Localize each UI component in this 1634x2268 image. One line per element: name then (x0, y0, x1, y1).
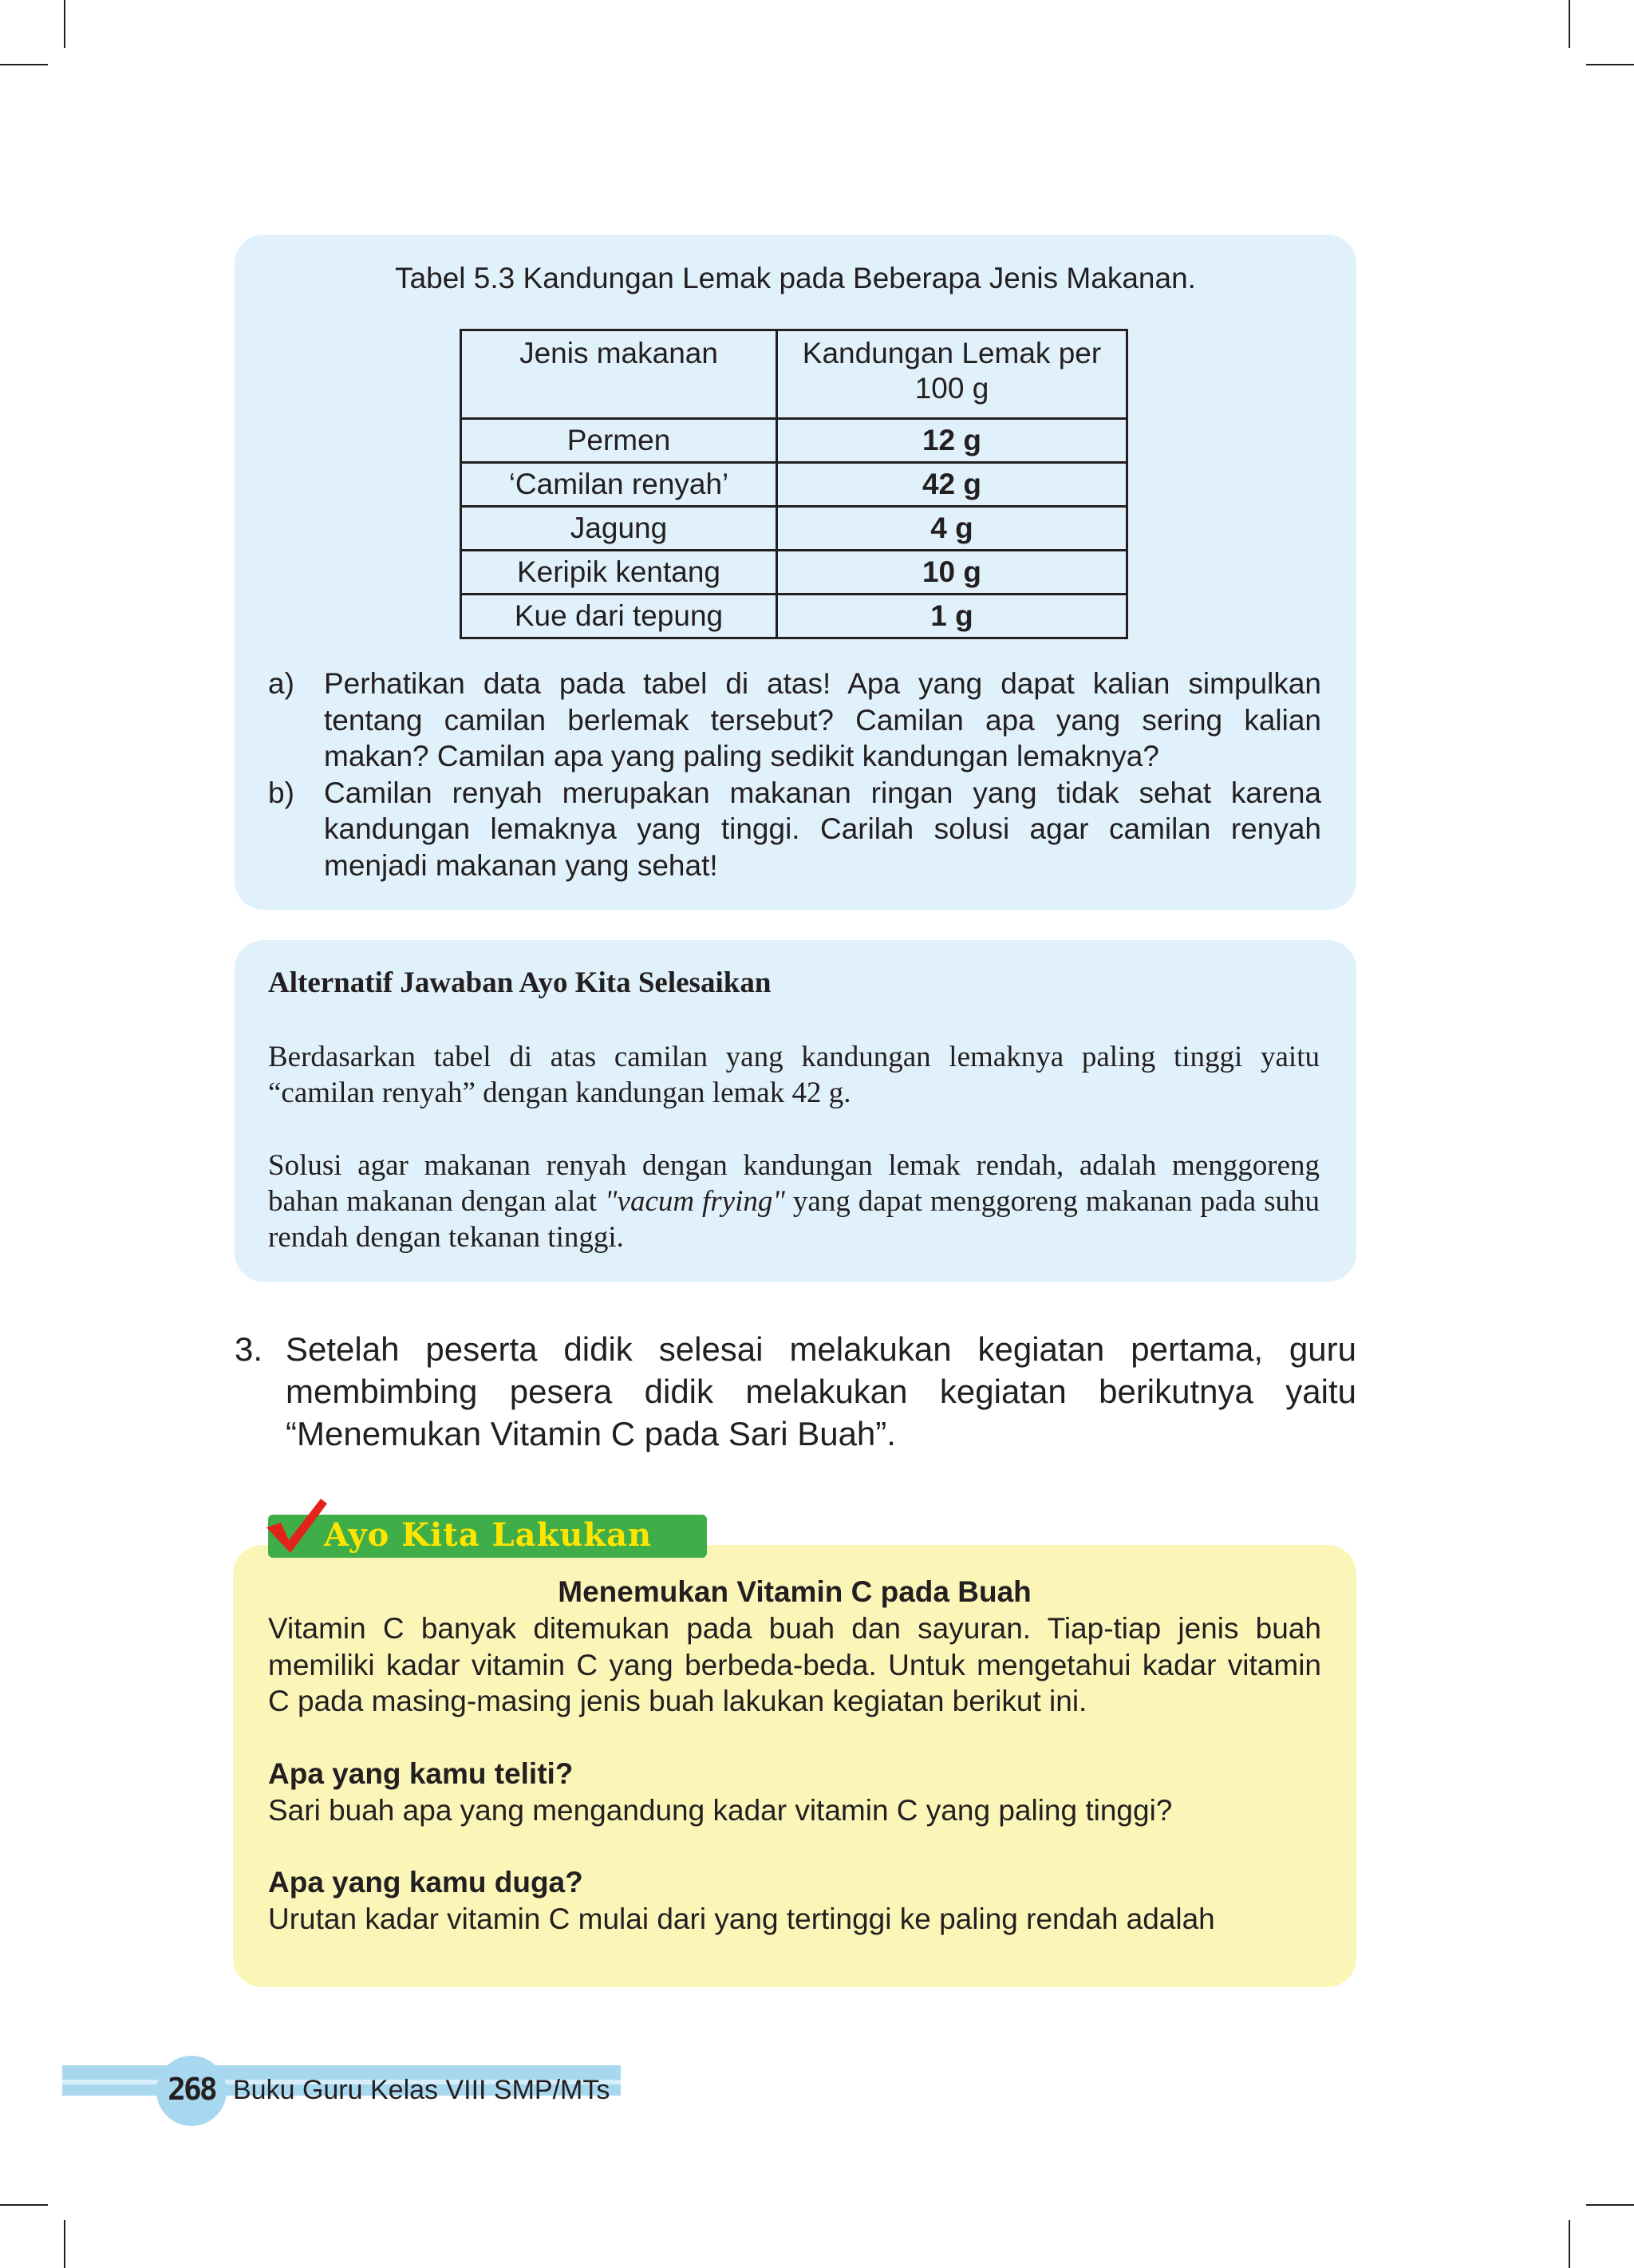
activity-badge-label: Ayo Kita Lakukan (324, 1516, 653, 1554)
answer-p2-term: "vacum frying" (604, 1185, 785, 1218)
table-row (461, 551, 1127, 595)
cell-fat: 10 g (777, 551, 1127, 595)
answer-p2-end: yang dapat menggoreng makanan pada suhu rendah dengan tekanan tinggi. (268, 1185, 1320, 1254)
answer-p2-start: Solusi agar makanan renyah dengan kandungan lemak rendah, adalah menggoreng bahan makanan dengan alat (268, 1149, 1320, 1218)
activity-title: Menemukan Vitamin C pada Buah (558, 1575, 1032, 1608)
checkmark-icon (263, 1496, 330, 1556)
cell-food: Jagung (461, 507, 777, 551)
crop-mark (64, 2220, 65, 2268)
crop-mark (1586, 2204, 1634, 2206)
crop-mark (0, 2204, 48, 2206)
answer-title: Alternatif Jawaban Ayo Kita Selesaikan (268, 966, 772, 999)
activity-question-2-heading: Apa yang kamu duga? (268, 1866, 583, 1899)
step-number: 3. (235, 1330, 263, 1368)
crop-mark (1569, 0, 1570, 48)
activity-question-1-text: Sari buah apa yang mengandung kadar vitamin C yang paling tinggi? (268, 1794, 1173, 1827)
header-fat-line1: Kandungan Lemak per (802, 337, 1102, 369)
crop-mark (0, 64, 48, 65)
table-row (461, 419, 1127, 463)
crop-mark (1569, 2220, 1570, 2268)
header-fat-line2: 100 g (914, 372, 989, 405)
question-label: a) (268, 667, 294, 700)
crop-mark (1586, 64, 1634, 65)
step-text: Setelah peserta didik selesai melakukan kegiatan pertama, guru membimbing pesera didik melakukan kegiatan berikutnya yaitu “Menemukan Vitamin C pada Sari Buah”. (286, 1330, 1356, 1452)
table-row (461, 507, 1127, 551)
crop-mark (64, 0, 65, 48)
cell-food: ‘Camilan renyah’ (461, 463, 777, 507)
activity-intro: Vitamin C banyak ditemukan pada buah dan sayuran. Tiap-tiap jenis buah memiliki kadar vitamin C yang berbeda-beda. Untuk mengetahui kadar vitamin C pada masing-masing jenis buah lakukan kegiatan berikut ini. (268, 1612, 1321, 1717)
table-header-row (461, 330, 1127, 419)
step-3 (235, 1328, 1356, 1455)
page-number: 268 (168, 2072, 215, 2107)
fat-content-table (460, 329, 1128, 639)
question-text: Perhatikan data pada tabel di atas! Apa yang dapat kalian simpulkan tentang camilan berlemak tersebut? Camilan apa yang sering kalian makan? Camilan apa yang paling sedikit kandungan lemaknya? (324, 667, 1321, 772)
header-food: Jenis makanan (461, 330, 777, 419)
table-caption: Tabel 5.3 Kandungan Lemak pada Beberapa Jenis Makanan. (395, 262, 1196, 294)
cell-fat: 12 g (777, 419, 1127, 463)
answer-paragraph-2 (268, 1148, 1320, 1255)
question-item (268, 666, 1321, 775)
cell-food: Kue dari tepung (461, 595, 777, 638)
table-row (461, 595, 1127, 638)
book-title: Buku Guru Kelas VIII SMP/MTs (233, 2075, 610, 2105)
cell-food: Permen (461, 419, 777, 463)
cell-food: Keripik kentang (461, 551, 777, 595)
question-list (268, 666, 1321, 883)
cell-fat: 4 g (777, 507, 1127, 551)
cell-fat: 1 g (777, 595, 1127, 638)
answer-paragraph-1: Berdasarkan tabel di atas camilan yang kandungan lemaknya paling tinggi yaitu “camilan renyah” dengan kandungan lemak 42 g. (268, 1041, 1320, 1109)
question-label: b) (268, 776, 294, 809)
question-text: Camilan renyah merupakan makanan ringan yang tidak sehat karena kandungan lemaknya yang tinggi. Carilah solusi agar camilan renyah menjadi makanan yang sehat! (324, 776, 1321, 882)
activity-question-2-text: Urutan kadar vitamin C mulai dari yang tertinggi ke paling rendah adalah (268, 1903, 1215, 1935)
table-row (461, 463, 1127, 507)
activity-question-1-heading: Apa yang kamu teliti? (268, 1757, 574, 1790)
cell-fat: 42 g (777, 463, 1127, 507)
header-fat (777, 330, 1127, 419)
question-item (268, 775, 1321, 884)
